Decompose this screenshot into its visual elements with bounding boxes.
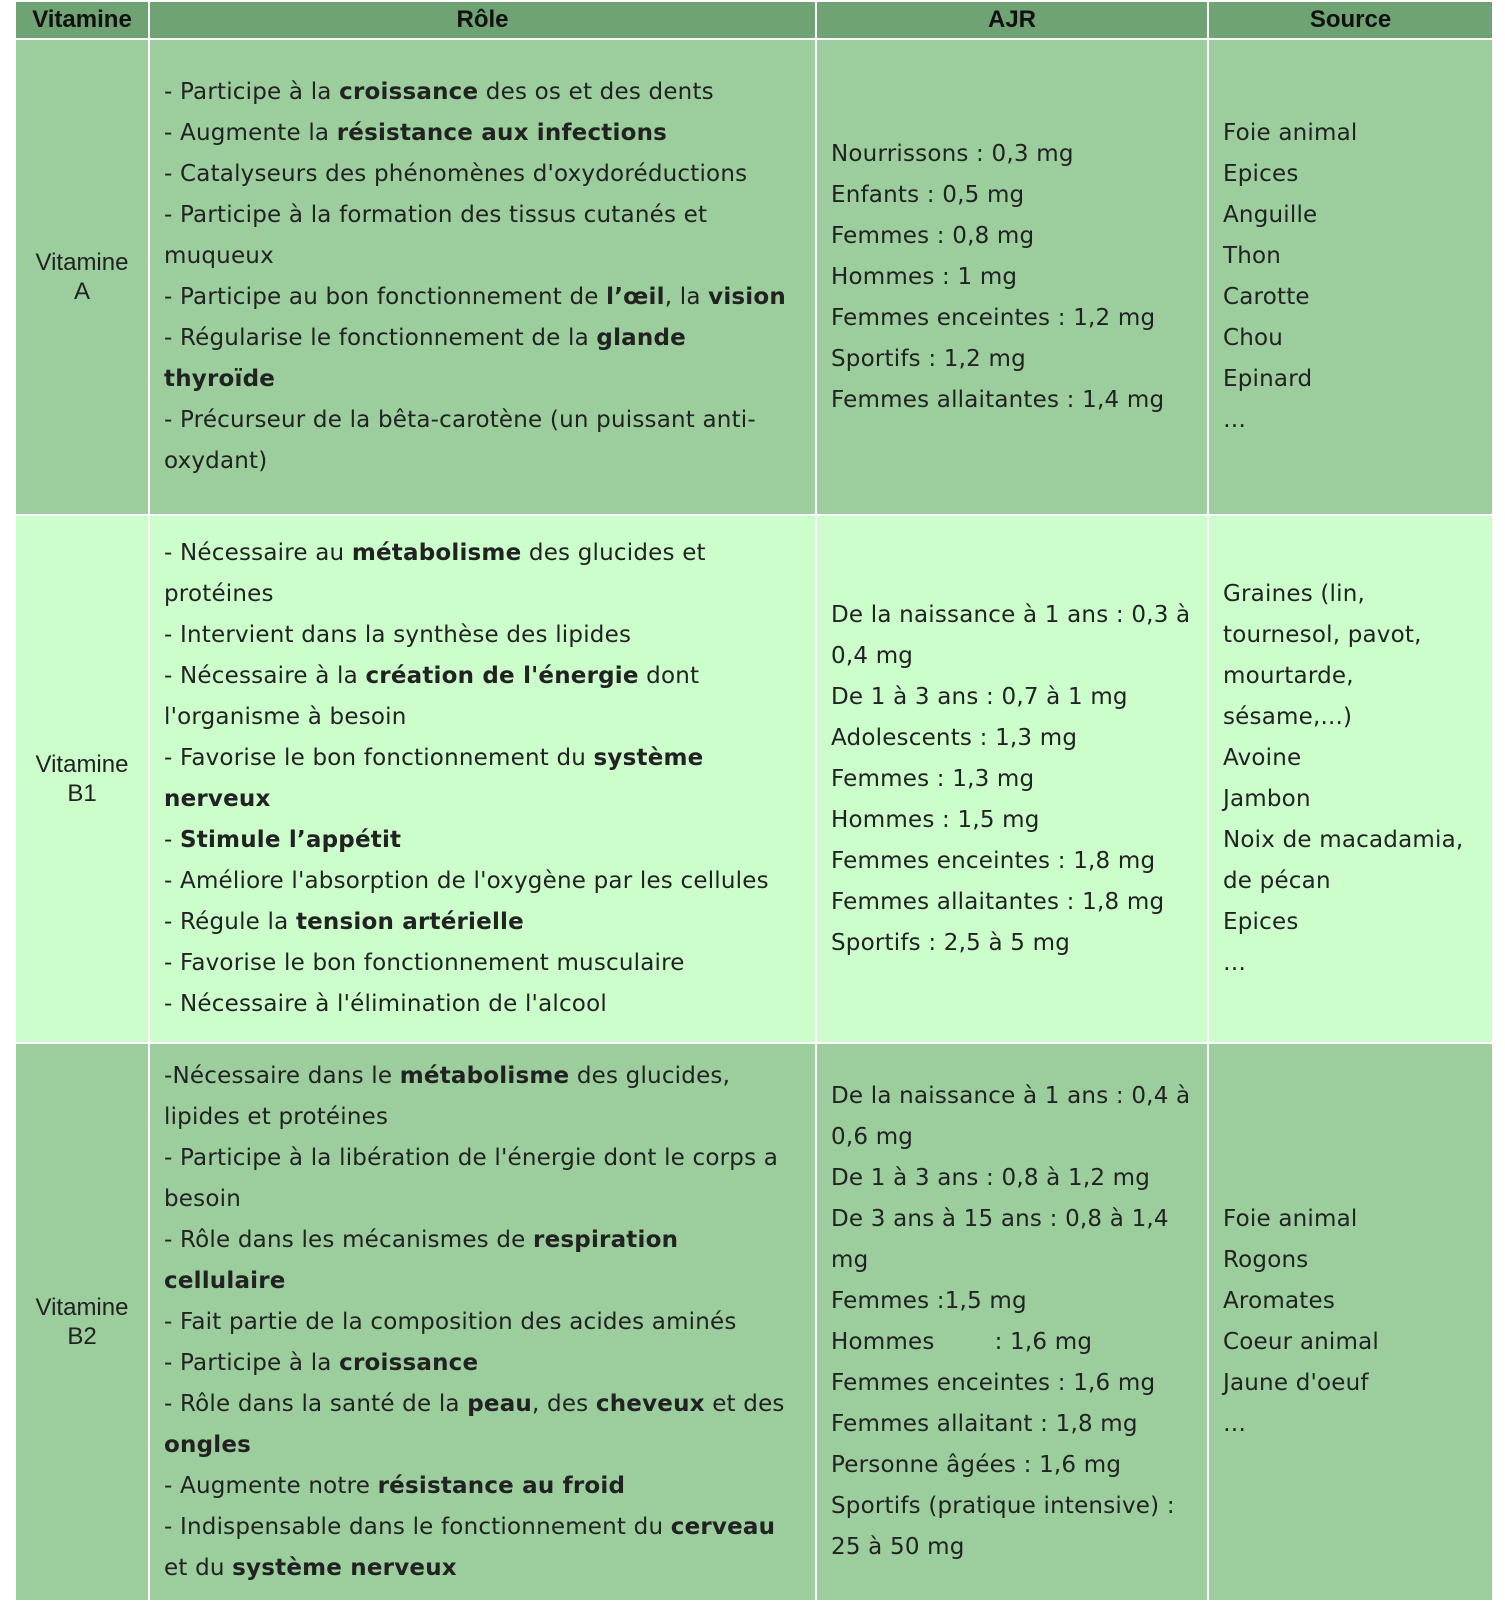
role-item: - Participe à la croissance des os et des dents [164,79,714,105]
source-item: Aromates [1223,1288,1336,1314]
source-cell [1208,515,1493,1043]
ajr-item: Femmes allaitantes : 1,8 mg [831,888,1165,915]
role-item: - Fait partie de la composition des acides aminés [164,1308,737,1335]
role-item: - Améliore l'absorption de l'oxygène par les cellules [164,868,769,894]
ajr-item: De la naissance à 1 ans : 0,4 à 0,6 mg [831,1083,1198,1150]
source-cell [1208,1043,1493,1601]
source-item: Anguille [1223,202,1318,228]
header-role: Rôle [149,1,816,39]
source-item: Jaune d'oeuf [1223,1370,1369,1396]
ajr-item: Adolescents : 1,3 mg [831,724,1078,751]
ajr-item: Sportifs (pratique intensive) : 25 à 50 mg [831,1493,1183,1560]
source-item: Carotte [1223,284,1310,310]
ajr-item: Hommes : 1,6 mg [831,1329,1093,1355]
ajr-item: De 3 ans à 15 ans : 0,8 à 1,4 mg [831,1206,1177,1273]
ajr-cell [816,39,1208,515]
source-item: Graines (lin, tournesol, pavot, mourtarde, sésame,...) [1223,581,1422,730]
role-item: - Participe au bon fonctionnement de l’œil, la vision [164,284,786,310]
role-item: - Nécessaire à la création de l'énergie dont l'organisme à besoin [164,663,700,730]
vitamin-name-line: Vitamine [35,751,129,778]
ajr-item: Sportifs : 2,5 à 5 mg [831,929,1071,956]
role-item: -Nécessaire dans le métabolisme des glucides, lipides et protéines [164,1062,731,1130]
header-row [15,1,1493,39]
ajr-item: Enfants : 0,5 mg [831,181,1025,208]
source-item: … [1223,407,1247,433]
vitamin-name-cell [15,515,149,1043]
source-item: Rogons [1223,1247,1309,1273]
source-item: Noix de macadamia, de pécan [1223,827,1464,894]
source-item: … [1223,950,1247,976]
role-item: - Augmente notre résistance au froid [164,1472,626,1499]
source-cell [1208,39,1493,515]
ajr-cell [816,515,1208,1043]
vitamin-name-line: A [73,278,90,305]
role-cell [149,39,816,515]
source-item: … [1223,1411,1247,1437]
header-vitamine: Vitamine [15,1,149,39]
vitamin-name-cell [15,1043,149,1601]
table-row [15,1043,1493,1601]
role-item: - Intervient dans la synthèse des lipides [164,622,632,648]
ajr-item: Sportifs : 1,2 mg [831,345,1026,372]
ajr-item: Femmes enceintes : 1,2 mg [831,304,1156,331]
vitamin-name-line: B2 [67,1323,97,1350]
ajr-item: Nourrissons : 0,3 mg [831,140,1074,167]
role-item: - Nécessaire à l'élimination de l'alcool [164,991,607,1017]
source-item: Foie animal [1223,120,1358,146]
role-item: - Augmente la résistance aux infections [164,120,668,146]
role-item: - Catalyseurs des phénomènes d'oxydoréductions [164,161,748,187]
ajr-item: Femmes allaitantes : 1,4 mg [831,386,1165,413]
ajr-item: De 1 à 3 ans : 0,7 à 1 mg [831,683,1128,710]
table-row [15,39,1493,515]
role-item: - Rôle dans la santé de la peau, des cheveux et des ongles [164,1390,785,1458]
ajr-item: De la naissance à 1 ans : 0,3 à 0,4 mg [831,601,1198,669]
header-source: Source [1208,1,1493,39]
source-item: Epices [1223,161,1299,187]
ajr-item: Femmes : 0,8 mg [831,222,1035,249]
vitamin-name-line: Vitamine [35,249,129,276]
ajr-item: Femmes :1,5 mg [831,1288,1027,1314]
role-cell [149,1043,816,1601]
vitamin-name-line: Vitamine [35,1294,129,1321]
ajr-item: Femmes enceintes : 1,8 mg [831,847,1156,874]
source-item: Coeur animal [1223,1329,1379,1355]
role-item: - Stimule l’appétit [164,827,402,853]
role-item: - Précurseur de la bêta-carotène (un puissant anti-oxydant) [164,407,756,474]
vitamin-name-line: B1 [67,780,97,807]
ajr-item: Femmes enceintes : 1,6 mg [831,1370,1156,1396]
vitamin-table [14,0,1494,1602]
source-item: Thon [1223,243,1282,269]
source-item: Epices [1223,909,1299,935]
role-cell [149,515,816,1043]
role-item: - Favorise le bon fonctionnement du système nerveux [164,745,704,812]
source-item: Foie animal [1223,1206,1358,1232]
role-item: - Régularise le fonctionnement de la glande thyroïde [164,325,686,392]
role-item: - Participe à la formation des tissus cutanés et muqueux [164,202,708,269]
table-row [15,515,1493,1043]
header-ajr: AJR [816,1,1208,39]
role-item: - Régule la tension artérielle [164,909,524,935]
role-item: - Rôle dans les mécanismes de respiration cellulaire [164,1226,679,1294]
ajr-item: Femmes allaitant : 1,8 mg [831,1411,1138,1437]
source-item: Avoine [1223,745,1302,771]
ajr-item: Femmes : 1,3 mg [831,765,1035,792]
role-item: - Participe à la libération de l'énergie dont le corps a besoin [164,1144,779,1212]
ajr-cell [816,1043,1208,1601]
ajr-item: Hommes : 1,5 mg [831,806,1040,833]
role-item: - Indispensable dans le fonctionnement du cerveau et du système nerveux [164,1513,776,1581]
source-item: Chou [1223,325,1284,351]
ajr-item: Personne âgées : 1,6 mg [831,1452,1122,1478]
source-item: Epinard [1223,366,1313,392]
role-item: - Participe à la croissance [164,1349,479,1376]
vitamin-name-cell [15,39,149,515]
ajr-item: Hommes : 1 mg [831,263,1018,290]
source-item: Jambon [1223,786,1311,812]
role-item: - Favorise le bon fonctionnement musculaire [164,950,685,976]
role-item: - Nécessaire au métabolisme des glucides et protéines [164,540,706,607]
ajr-item: De 1 à 3 ans : 0,8 à 1,2 mg [831,1165,1151,1191]
